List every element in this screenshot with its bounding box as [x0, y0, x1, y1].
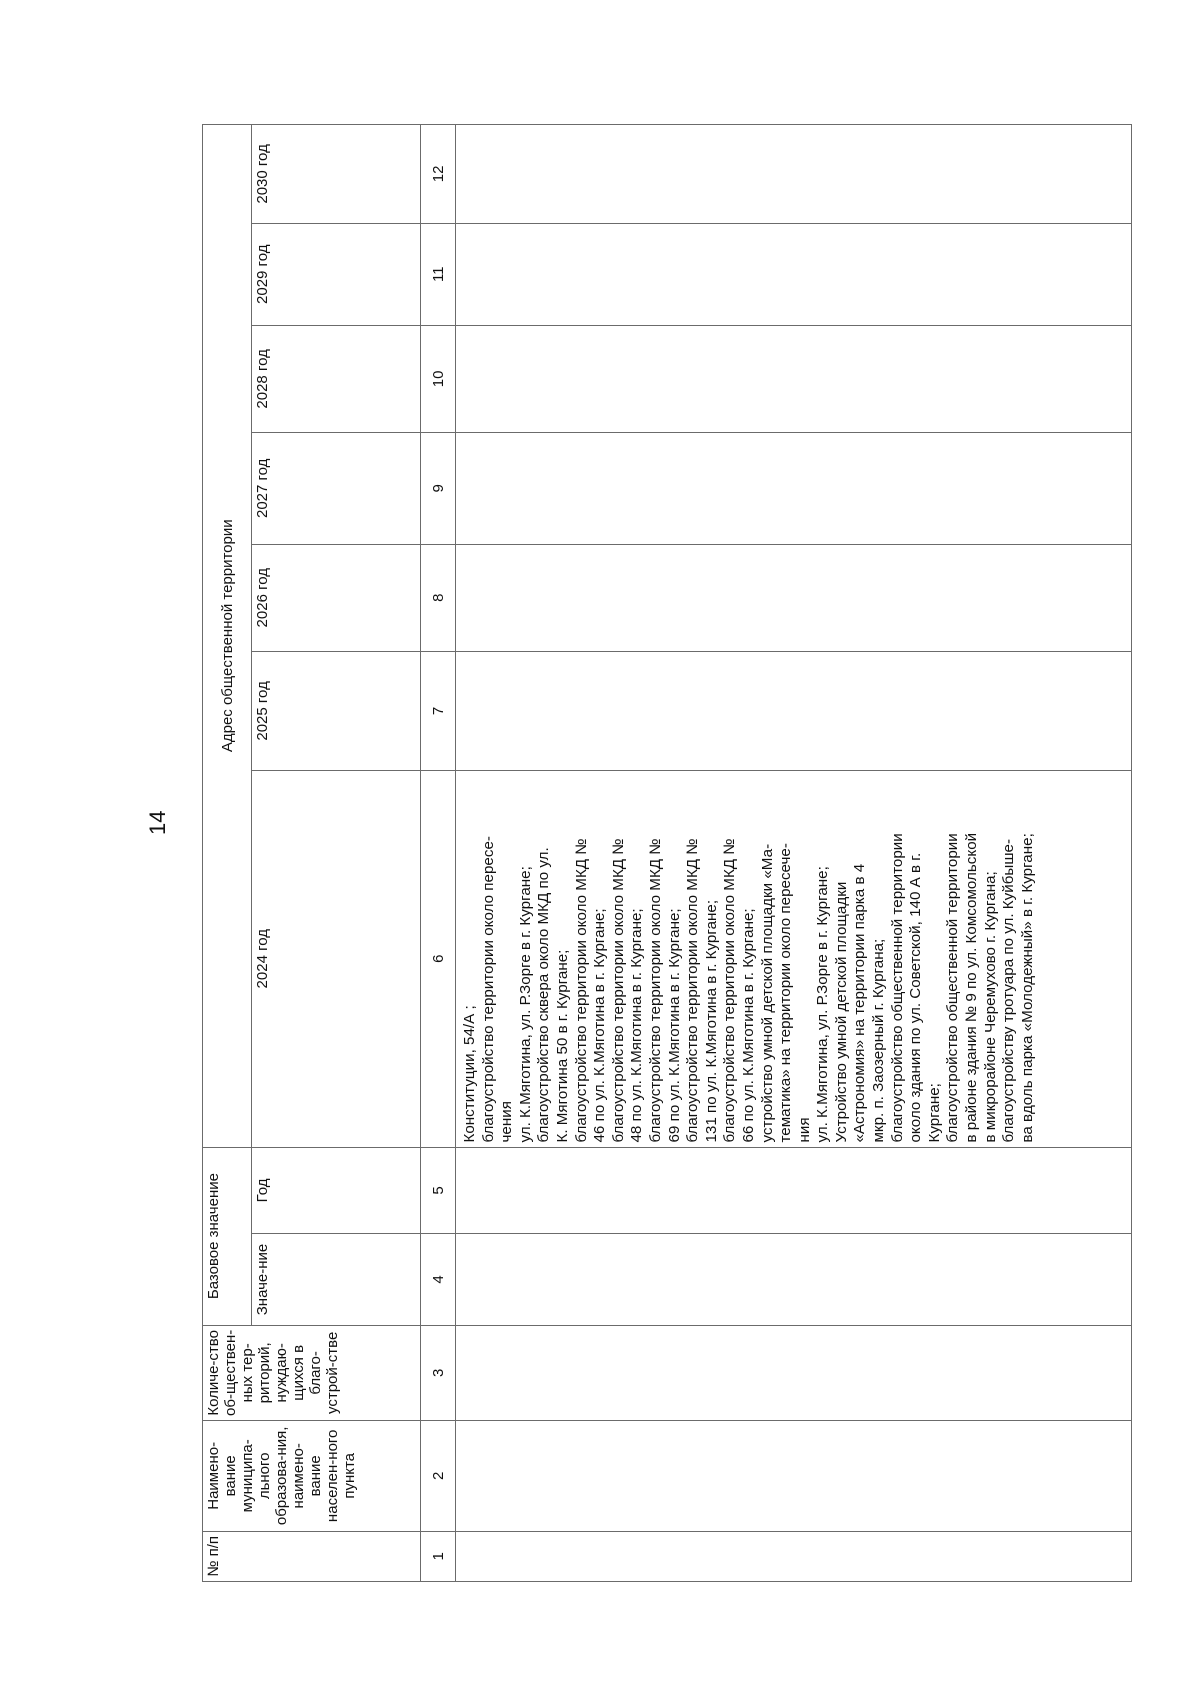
address-line: благоустройство территории около МКД №	[572, 838, 590, 1143]
rotated-table-wrapper	[202, 124, 1132, 1582]
header-year-2025: 2025 год	[252, 651, 421, 770]
address-line: тематика» на территории около пересече-	[777, 843, 795, 1143]
address-line: благоустройство территории около МКД №	[684, 838, 702, 1143]
column-number: 10	[421, 325, 456, 432]
cell-empty	[456, 544, 1132, 651]
header-year-2030: 2030 год	[252, 125, 421, 224]
cell-empty	[456, 325, 1132, 432]
address-line: устройство умной детской площадки «Ма-	[758, 843, 776, 1143]
address-line: благоустройство территории около МКД №	[646, 838, 664, 1143]
address-line: около здания по ул. Советской, 140 А в г.	[907, 852, 925, 1143]
column-number: 5	[421, 1147, 456, 1234]
header-municipality: Наимено-вание муниципа-льного образова-ния, наимено-вание населен-ного пункта	[203, 1421, 421, 1532]
header-number: № п/п	[203, 1531, 421, 1581]
address-line: 46 по ул. К.Мяготина в г. Кургане;	[591, 908, 609, 1143]
address-line: ул. К.Мяготина, ул. Р.Зорге в г. Кургане;	[516, 866, 534, 1143]
address-line: ул. К.Мяготина, ул. Р.Зорге в г. Кургане;	[814, 866, 832, 1143]
header-value: Значе-ние	[252, 1234, 421, 1325]
header-year-2028: 2028 год	[252, 325, 421, 432]
address-line: К. Мяготина 50 в г. Кургане;	[553, 949, 571, 1143]
address-line: Кургане;	[925, 1083, 943, 1143]
header-year: Год	[252, 1147, 421, 1234]
address-line: благоустройство общественной территории	[944, 833, 962, 1143]
column-number: 4	[421, 1234, 456, 1325]
cell-empty	[456, 1325, 1132, 1420]
address-line: благоустройство сквера около МКД по ул.	[535, 847, 553, 1143]
header-address: Адрес общественной территории	[203, 125, 252, 1148]
address-line: «Астрономия» на территории парка в 4	[851, 863, 869, 1143]
address-line: 48 по ул. К.Мяготина в г. Кургане;	[628, 908, 646, 1143]
address-line: в микрорайоне Черемухово г. Кургана;	[981, 871, 999, 1143]
column-number: 1	[421, 1531, 456, 1581]
address-line: 131 по ул. К.Мяготина в г. Кургане;	[702, 899, 720, 1143]
header-year-2029: 2029 год	[252, 223, 421, 325]
address-line: благоустройство территории около пересе-	[479, 836, 497, 1143]
cell-empty	[456, 1531, 1132, 1581]
header-territory-count: Количе-ство об-ществен-ных тер-риторий, нуждаю-щихся в благо-устрой-стве	[203, 1325, 421, 1420]
cell-empty	[456, 1234, 1132, 1325]
column-number: 8	[421, 544, 456, 651]
address-line: 66 по ул. К.Мяготина в г. Кургане;	[739, 908, 757, 1143]
header-year-2027: 2027 год	[252, 433, 421, 545]
cell-empty	[456, 1421, 1132, 1532]
address-line: в районе здания № 9 по ул. Комсомольской	[963, 832, 981, 1143]
column-number: 12	[421, 125, 456, 224]
header-year-2024: 2024 год	[252, 770, 421, 1147]
address-line: благоустройству тротуара по ул. Куйбыше-	[1000, 838, 1018, 1143]
page-number: 14	[145, 810, 170, 835]
column-number: 11	[421, 223, 456, 325]
address-line: мкр. п. Заозерный г. Кургана;	[870, 938, 888, 1143]
header-base-value: Базовое значение	[203, 1147, 252, 1325]
cell-empty	[456, 433, 1132, 545]
header-year-2026: 2026 год	[252, 544, 421, 651]
cell-empty	[456, 125, 1132, 224]
address-line: благоустройство территории около МКД №	[609, 838, 627, 1143]
column-number: 6	[421, 770, 456, 1147]
address-line: Конституции, 54/А ;	[461, 1005, 478, 1143]
cell-empty	[456, 651, 1132, 770]
column-number: 2	[421, 1421, 456, 1532]
column-number: 3	[421, 1325, 456, 1420]
address-line: ва вдоль парка «Молодежный» в г. Кургане;	[1018, 833, 1036, 1143]
cell-empty	[456, 223, 1132, 325]
column-number: 9	[421, 433, 456, 545]
address-2024-cell	[456, 770, 1132, 1147]
address-line: Устройство умной детской площадки	[832, 881, 850, 1143]
column-number: 7	[421, 651, 456, 770]
program-table	[202, 124, 1132, 1582]
address-line: чения	[498, 1101, 516, 1143]
address-line: ния	[795, 1117, 813, 1143]
address-line: благоустройство общественной территории	[888, 833, 906, 1143]
address-line: благоустройство территории около МКД №	[721, 838, 739, 1143]
address-line: 69 по ул. К.Мяготина в г. Кургане;	[665, 908, 683, 1143]
cell-empty	[456, 1147, 1132, 1234]
